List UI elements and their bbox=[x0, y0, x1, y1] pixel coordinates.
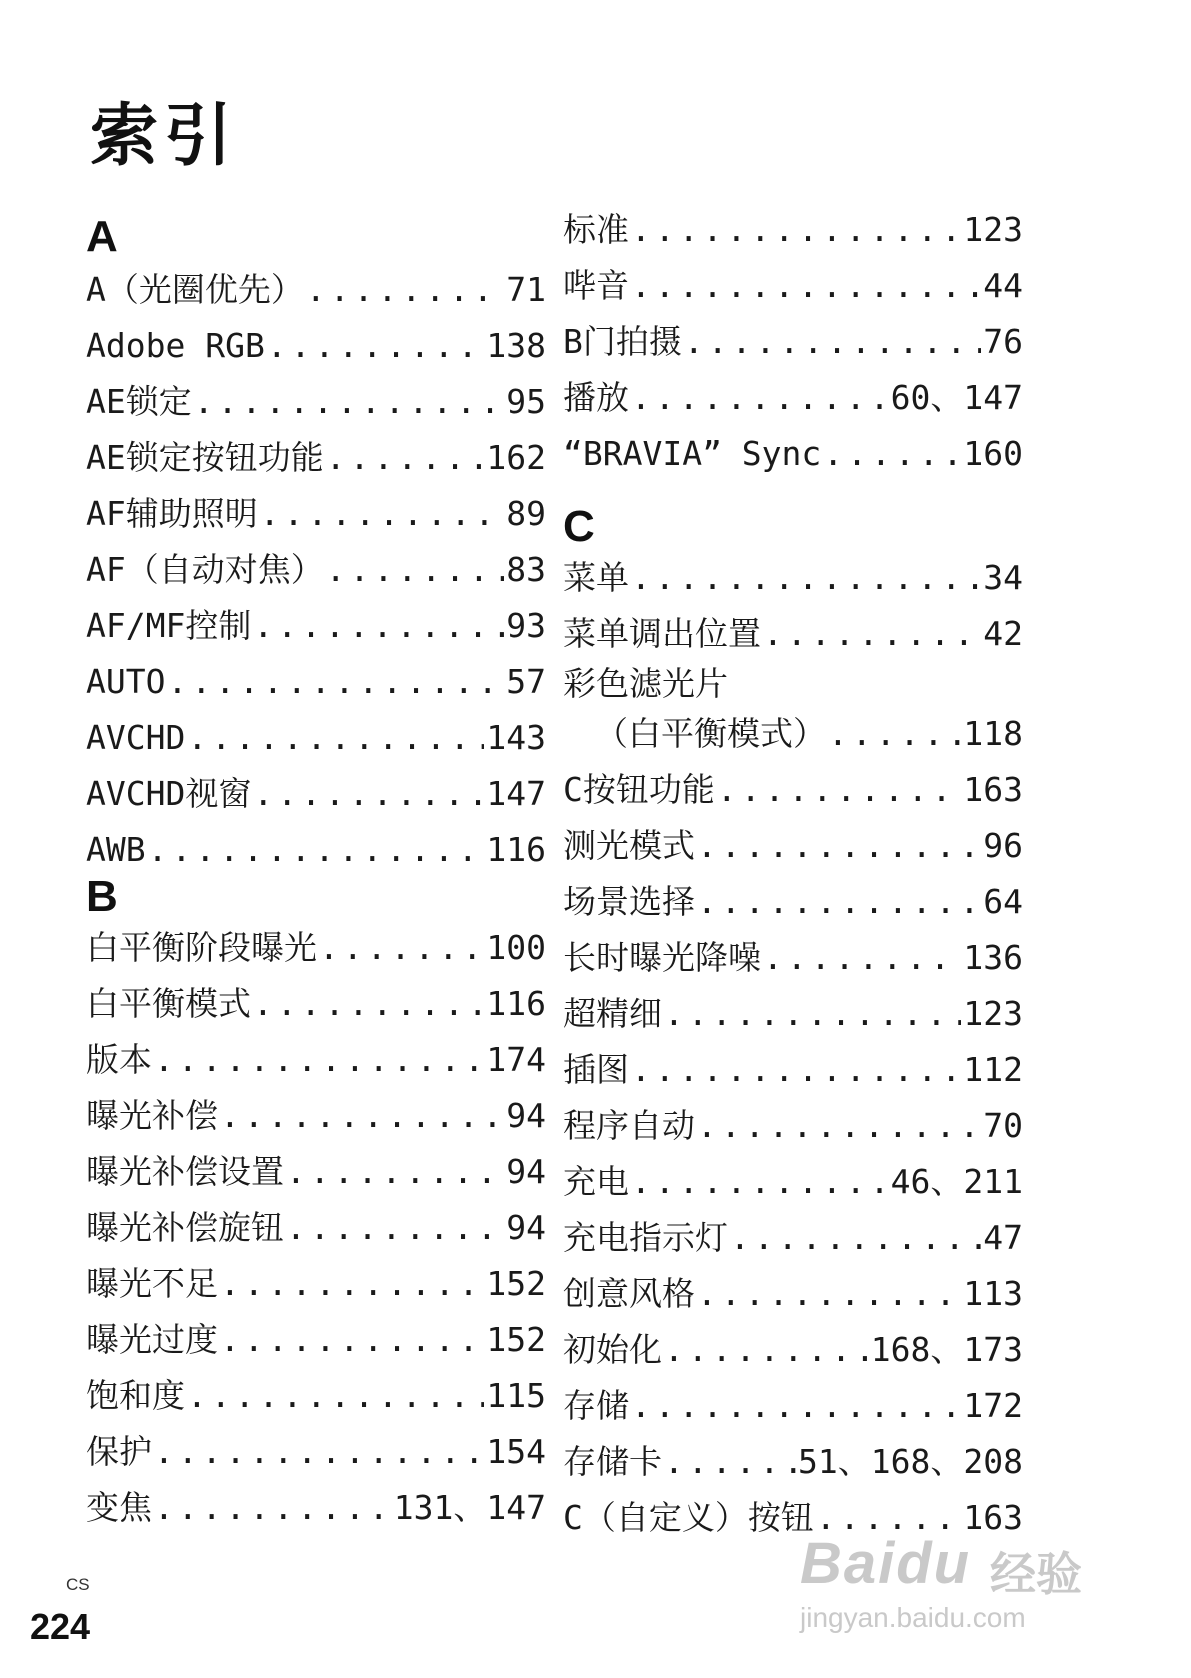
entry-page: 168、173 bbox=[870, 1330, 1023, 1369]
dot-leader bbox=[763, 930, 961, 986]
dot-leader bbox=[306, 262, 504, 318]
dot-leader bbox=[167, 654, 504, 710]
index-entry bbox=[563, 1042, 1023, 1098]
entry-label: “BRAVIA” Sync bbox=[563, 434, 822, 473]
index-entry bbox=[86, 1256, 546, 1312]
entry-label: 创意风格 bbox=[563, 1274, 695, 1313]
index-entry bbox=[563, 1266, 1023, 1322]
index-entry bbox=[86, 920, 546, 976]
index-entry bbox=[86, 598, 546, 654]
dot-leader bbox=[148, 822, 485, 878]
entry-page: 71 bbox=[506, 270, 546, 309]
entry-label: 白平衡阶段曝光 bbox=[86, 928, 317, 967]
index-entry bbox=[563, 606, 1023, 662]
entry-label: 菜单调出位置 bbox=[563, 614, 761, 653]
entry-page: 94 bbox=[506, 1208, 546, 1247]
dot-leader bbox=[664, 1322, 869, 1378]
entry-page: 118 bbox=[963, 714, 1023, 753]
dot-leader bbox=[220, 1088, 504, 1144]
entry-page: 64 bbox=[983, 882, 1023, 921]
entry-label: 曝光补偿设置 bbox=[86, 1152, 284, 1191]
index-entry bbox=[563, 1210, 1023, 1266]
dot-leader bbox=[684, 314, 981, 370]
index-entry bbox=[86, 542, 546, 598]
entry-page: 123 bbox=[963, 994, 1023, 1033]
entry-label: Adobe RGB bbox=[86, 326, 265, 365]
entry-label: A（光圈优先） bbox=[86, 270, 304, 309]
index-entry bbox=[563, 874, 1023, 930]
entry-label: 场景选择 bbox=[563, 882, 695, 921]
entry-page: 163 bbox=[963, 770, 1023, 809]
index-entry bbox=[563, 762, 1023, 818]
dot-leader bbox=[631, 370, 889, 426]
dot-leader bbox=[664, 1434, 796, 1490]
entry-label: 程序自动 bbox=[563, 1106, 695, 1145]
entry-page: 47 bbox=[983, 1218, 1023, 1257]
entry-page: 51、168、208 bbox=[798, 1442, 1023, 1481]
entry-label: 测光模式 bbox=[563, 826, 695, 865]
entry-page: 116 bbox=[486, 830, 546, 869]
entry-label: 菜单 bbox=[563, 558, 629, 597]
entry-label: 保护 bbox=[86, 1432, 152, 1471]
entry-label: C（自定义）按钮 bbox=[563, 1498, 814, 1537]
entry-label: 存储卡 bbox=[563, 1442, 662, 1481]
entry-page: 93 bbox=[506, 606, 546, 645]
entry-page: 131、147 bbox=[393, 1488, 546, 1527]
index-entry bbox=[86, 1424, 546, 1480]
index-entry bbox=[86, 1088, 546, 1144]
index-entry bbox=[86, 1480, 546, 1536]
entry-page: 143 bbox=[486, 718, 546, 757]
entry-label: 哔音 bbox=[563, 266, 629, 305]
dot-leader bbox=[286, 1200, 504, 1256]
entry-page: 95 bbox=[506, 382, 546, 421]
index-section-c bbox=[563, 550, 1023, 1546]
index-entry bbox=[563, 986, 1023, 1042]
index-entry bbox=[563, 1322, 1023, 1378]
entry-label: C按钮功能 bbox=[563, 770, 715, 809]
index-entry bbox=[563, 818, 1023, 874]
dot-leader bbox=[267, 318, 485, 374]
entry-label: 充电 bbox=[563, 1162, 629, 1201]
index-entry bbox=[86, 710, 546, 766]
index-entry bbox=[563, 930, 1023, 986]
index-entry bbox=[86, 766, 546, 822]
entry-page: 136 bbox=[963, 938, 1023, 977]
entry-page: 163 bbox=[963, 1498, 1023, 1537]
entry-label: AE锁定按钮功能 bbox=[86, 438, 324, 477]
entry-label: 标准 bbox=[563, 210, 629, 249]
entry-label: AF/MF控制 bbox=[86, 606, 252, 645]
index-section-b-continued bbox=[563, 202, 1023, 482]
dot-leader bbox=[697, 1266, 961, 1322]
dot-leader bbox=[154, 1424, 484, 1480]
entry-page: 147 bbox=[486, 774, 546, 813]
index-section-b bbox=[86, 920, 546, 1536]
index-entry bbox=[86, 1368, 546, 1424]
dot-leader bbox=[326, 542, 505, 598]
entry-label: 长时曝光降噪 bbox=[563, 938, 761, 977]
index-entry bbox=[563, 370, 1023, 426]
index-entry bbox=[563, 258, 1023, 314]
dot-leader bbox=[730, 1210, 981, 1266]
index-entry bbox=[86, 486, 546, 542]
index-entry bbox=[86, 318, 546, 374]
dot-leader bbox=[253, 598, 504, 654]
index-section-a bbox=[86, 262, 546, 878]
entry-page: 174 bbox=[486, 1040, 546, 1079]
entry-label: 曝光不足 bbox=[86, 1264, 218, 1303]
dot-leader bbox=[631, 1378, 961, 1434]
entry-label: （白平衡模式） bbox=[595, 714, 826, 753]
index-entry bbox=[563, 314, 1023, 370]
index-entry bbox=[86, 430, 546, 486]
entry-page: 123 bbox=[963, 210, 1023, 249]
index-entry bbox=[563, 1434, 1023, 1490]
index-entry bbox=[563, 426, 1023, 482]
index-entry bbox=[563, 550, 1023, 606]
dot-leader bbox=[717, 762, 962, 818]
index-entry bbox=[86, 374, 546, 430]
dot-leader bbox=[187, 1368, 484, 1424]
dot-leader bbox=[828, 706, 961, 762]
index-entry bbox=[563, 1098, 1023, 1154]
entry-label: AVCHD bbox=[86, 718, 186, 757]
dot-leader bbox=[260, 486, 505, 542]
dot-leader bbox=[326, 430, 485, 486]
entry-page: 100 bbox=[486, 928, 546, 967]
entry-page: 46、211 bbox=[890, 1162, 1023, 1201]
dot-leader bbox=[220, 1256, 484, 1312]
watermark-url: jingyan.baidu.com bbox=[800, 1602, 1026, 1633]
page-title: 索引 bbox=[90, 97, 239, 176]
entry-label: 曝光补偿旋钮 bbox=[86, 1208, 284, 1247]
entry-label: AVCHD视窗 bbox=[86, 774, 252, 813]
index-entry bbox=[86, 1144, 546, 1200]
entry-label: 曝光过度 bbox=[86, 1320, 218, 1359]
entry-page: 34 bbox=[983, 558, 1023, 597]
watermark-brand: Baidu bbox=[800, 1531, 972, 1596]
entry-label: 变焦 bbox=[86, 1488, 152, 1527]
dot-leader bbox=[823, 426, 961, 482]
index-entry bbox=[86, 822, 546, 878]
entry-label: 存储 bbox=[563, 1386, 629, 1425]
dot-leader bbox=[763, 606, 981, 662]
entry-page: 76 bbox=[983, 322, 1023, 361]
entry-label: 超精细 bbox=[563, 994, 662, 1033]
entry-page: 172 bbox=[963, 1386, 1023, 1425]
entry-page: 112 bbox=[963, 1050, 1023, 1089]
index-entry bbox=[86, 1200, 546, 1256]
entry-label: 白平衡模式 bbox=[86, 984, 251, 1023]
index-entry bbox=[86, 1032, 546, 1088]
dot-leader bbox=[697, 874, 981, 930]
dot-leader bbox=[631, 258, 981, 314]
section-letter-c: C bbox=[563, 502, 595, 551]
index-entry bbox=[563, 1378, 1023, 1434]
dot-leader bbox=[286, 1144, 504, 1200]
entry-page: 94 bbox=[506, 1152, 546, 1191]
entry-page: 96 bbox=[983, 826, 1023, 865]
entry-page: 70 bbox=[983, 1106, 1023, 1145]
page-number: 224 bbox=[30, 1606, 91, 1647]
entry-page: 60、147 bbox=[890, 378, 1023, 417]
entry-label: 播放 bbox=[563, 378, 629, 417]
entry-page: 162 bbox=[486, 438, 546, 477]
entry-label: AF（自动对焦） bbox=[86, 550, 324, 589]
entry-label: 版本 bbox=[86, 1040, 152, 1079]
index-entry bbox=[86, 654, 546, 710]
entry-label: AUTO bbox=[86, 662, 166, 701]
dot-leader bbox=[319, 920, 484, 976]
entry-page: 138 bbox=[486, 326, 546, 365]
index-entry bbox=[86, 976, 546, 1032]
entry-label: 彩色滤光片 bbox=[563, 664, 728, 703]
section-letter-a: A bbox=[86, 212, 118, 261]
entry-label: 充电指示灯 bbox=[563, 1218, 728, 1257]
entry-page: 116 bbox=[486, 984, 546, 1023]
dot-leader bbox=[154, 1480, 392, 1536]
watermark bbox=[800, 1530, 1130, 1640]
entry-page: 94 bbox=[506, 1096, 546, 1135]
dot-leader bbox=[220, 1312, 484, 1368]
entry-page: 152 bbox=[486, 1264, 546, 1303]
dot-leader bbox=[194, 374, 505, 430]
entry-label: 插图 bbox=[563, 1050, 629, 1089]
entry-page: 42 bbox=[983, 614, 1023, 653]
dot-leader bbox=[187, 710, 484, 766]
entry-page: 57 bbox=[506, 662, 546, 701]
index-entry bbox=[563, 706, 1023, 762]
entry-page: 154 bbox=[486, 1432, 546, 1471]
index-entry bbox=[86, 1312, 546, 1368]
entry-page: 152 bbox=[486, 1320, 546, 1359]
entry-page: 115 bbox=[486, 1376, 546, 1415]
entry-label: B门拍摄 bbox=[563, 322, 682, 361]
entry-page: 89 bbox=[506, 494, 546, 533]
language-code: CS bbox=[66, 1575, 90, 1594]
dot-leader bbox=[253, 976, 484, 1032]
entry-label: AE锁定 bbox=[86, 382, 192, 421]
entry-label: 初始化 bbox=[563, 1330, 662, 1369]
dot-leader bbox=[664, 986, 961, 1042]
index-entry bbox=[86, 262, 546, 318]
entry-page: 160 bbox=[963, 434, 1023, 473]
entry-page: 44 bbox=[983, 266, 1023, 305]
index-entry bbox=[563, 202, 1023, 258]
dot-leader bbox=[631, 1154, 889, 1210]
dot-leader bbox=[253, 766, 484, 822]
entry-label: 饱和度 bbox=[86, 1376, 185, 1415]
entry-label: AWB bbox=[86, 830, 146, 869]
dot-leader bbox=[697, 1098, 981, 1154]
index-entry bbox=[563, 1154, 1023, 1210]
dot-leader bbox=[631, 202, 961, 258]
dot-leader bbox=[631, 1042, 961, 1098]
entry-label: AF辅助照明 bbox=[86, 494, 258, 533]
entry-page: 83 bbox=[506, 550, 546, 589]
entry-page: 113 bbox=[963, 1274, 1023, 1313]
dot-leader bbox=[154, 1032, 484, 1088]
dot-leader bbox=[631, 550, 981, 606]
entry-label: 曝光补偿 bbox=[86, 1096, 218, 1135]
section-letter-b: B bbox=[86, 872, 118, 921]
dot-leader bbox=[697, 818, 981, 874]
watermark-cn: 经验 bbox=[990, 1548, 1082, 1600]
index-entry bbox=[563, 662, 1023, 706]
